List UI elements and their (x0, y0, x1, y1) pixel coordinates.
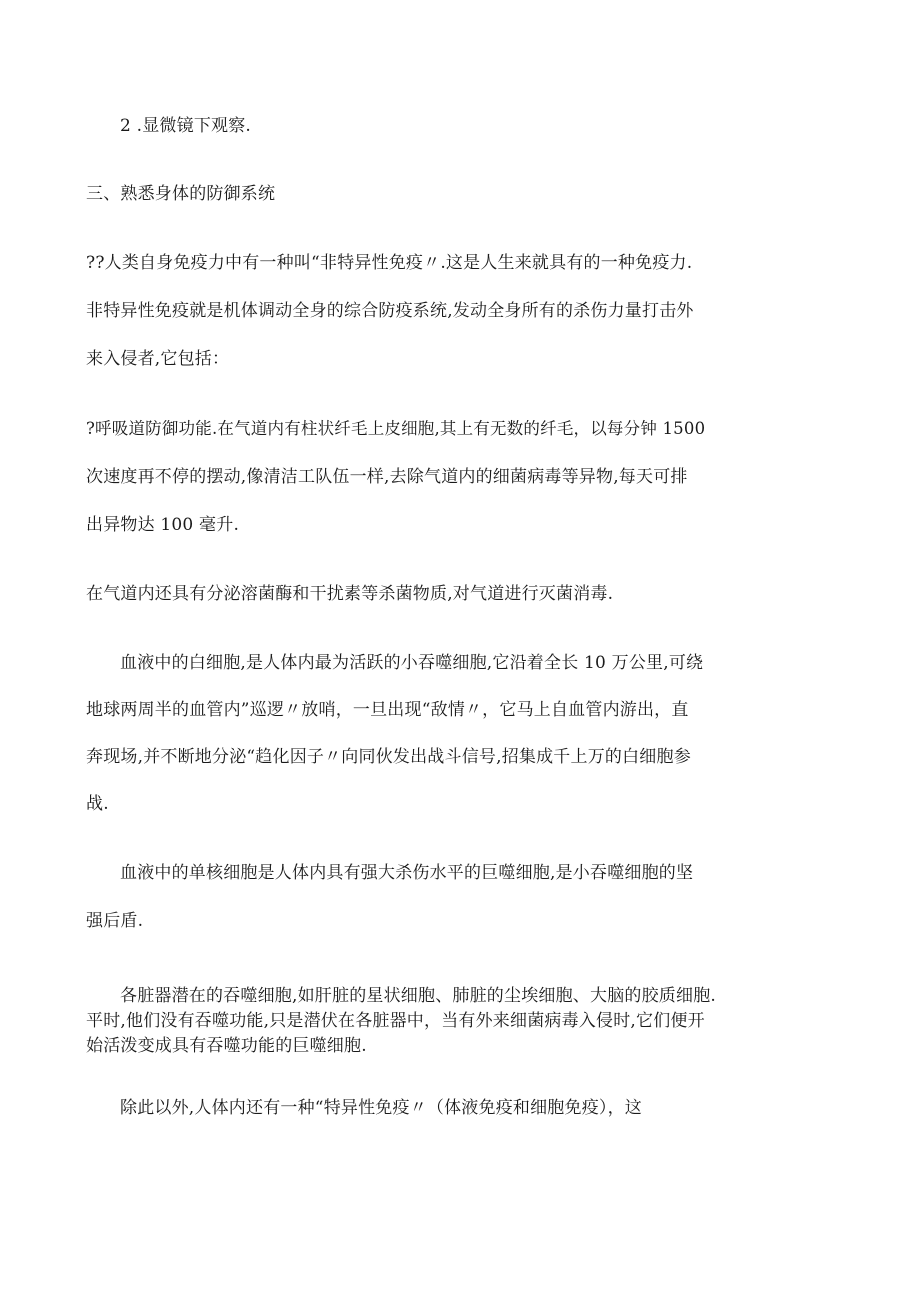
paragraph-line: 次速度再不停的摆动,像清洁工队伍一样,去除气道内的细菌病毒等异物,每天可排 (86, 467, 688, 487)
paragraph-line: 出异物达 100 毫升. (86, 515, 240, 535)
paragraph-line: 战. (86, 794, 109, 814)
paragraph-line: 始活泼变成具有吞噬功能的巨噬细胞. (86, 1036, 367, 1056)
paragraph-line: 奔现场,并不断地分泌“趋化因子〃向同伙发出战斗信号,招集成千上万的白细胞参 (86, 747, 691, 767)
paragraph-line: 平时,他们没有吞噬功能,只是潜伏在各脏器中，当有外来细菌病毒入侵时,它们便开 (86, 1011, 705, 1031)
paragraph-line: 血液中的白细胞,是人体内最为活跃的小吞噬细胞,它沿着全长 10 万公里,可绕 (120, 653, 704, 673)
paragraph-line: 在气道内还具有分泌溶菌酶和干扰素等杀菌物质,对气道进行灭菌消毒. (86, 584, 614, 604)
step-2-text: 2 .显微镜下观察. (120, 116, 252, 136)
paragraph-line: 非特异性免疫就是机体调动全身的综合防疫系统,发动全身所有的杀伤力量打击外 (86, 301, 694, 321)
section-heading: 三、熟悉身体的防御系统 (86, 184, 276, 204)
paragraph-line: 地球两周半的血管内”巡逻〃放哨，一旦出现“敌情〃，它马上自血管内游出，直 (86, 700, 689, 720)
paragraph-line: 血液中的单核细胞是人体内具有强大杀伤水平的巨噬细胞,是小吞噬细胞的坚 (120, 863, 694, 883)
paragraph-line: 强后盾. (86, 911, 144, 931)
paragraph-line: 除此以外,人体内还有一种“特异性免疫〃（体液免疫和细胞免疫），这 (120, 1098, 642, 1118)
paragraph-line: ??人类自身免疫力中有一种叫“非特异性免疫〃.这是人生来就具有的一种免疫力. (86, 253, 693, 273)
paragraph-line: 各脏器潜在的吞噬细胞,如肝脏的星状细胞、肺脏的尘埃细胞、大脑的胶质细胞. (120, 986, 717, 1006)
paragraph-line: ?呼吸道防御功能.在气道内有柱状纤毛上皮细胞,其上有无数的纤毛，以每分钟 1500 (86, 419, 706, 438)
paragraph-line: 来入侵者,它包括： (86, 349, 230, 369)
